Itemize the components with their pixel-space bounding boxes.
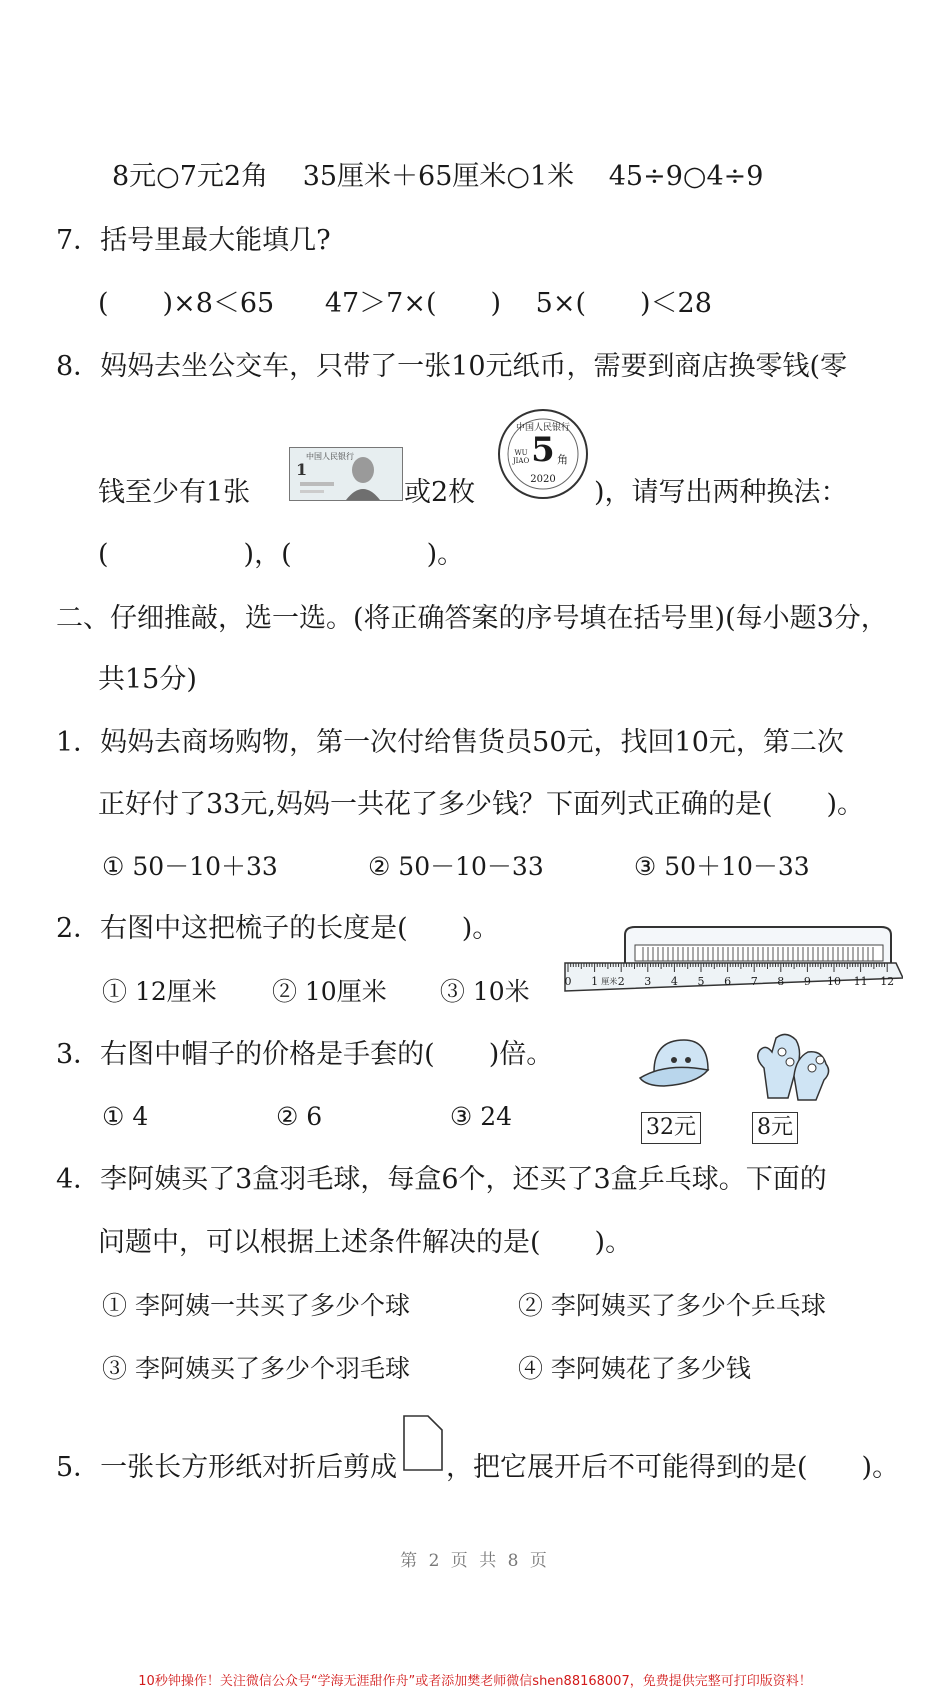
q8-line2c: )，请写出两种换法： <box>594 477 848 508</box>
compare-item: 8元○7元2角 <box>112 161 269 192</box>
q7-item: 5×( )＜28 <box>535 288 712 319</box>
p2-options <box>102 975 530 1009</box>
promo-banner: 10秒钟操作！关注微信公众号“学海无涯甜作舟”或者添加樊老师微信shen88168007，免费提供完整可打印版资料！ <box>138 1674 812 1689</box>
cut-shape-icon <box>400 1414 446 1472</box>
p3-line1: 3．右图中帽子的价格是手套的( )倍。 <box>56 1039 554 1070</box>
compare-row <box>112 160 763 194</box>
option: ① 12厘米 <box>102 977 217 1006</box>
option: ③ 24 <box>449 1102 513 1131</box>
q7-items <box>98 287 712 321</box>
q8-line1: 8．妈妈去坐公交车，只带了一张10元纸币，需要到商店换零钱(零 <box>56 351 848 382</box>
q7-title: 7．括号里最大能填几? <box>56 225 331 256</box>
gloves-image <box>744 1028 836 1106</box>
glove-price: 8元 <box>752 1112 798 1144</box>
option: ③ 50＋10－33 <box>633 852 810 881</box>
section2-line1: 二、仔细推敲，选一选。(将正确答案的序号填在括号里)(每小题3分， <box>56 603 888 634</box>
ruler-tick-label: 1 <box>591 975 599 988</box>
banknote-image <box>289 447 403 501</box>
ruler-tick-label: 2 <box>617 975 625 988</box>
p4-line2: 问题中，可以根据上述条件解决的是( )。 <box>98 1227 633 1258</box>
p4-options-row2 <box>102 1352 751 1386</box>
gloves-icon <box>744 1028 836 1106</box>
option: ② 10厘米 <box>271 977 387 1006</box>
q7-item: ( )×8＜65 <box>98 288 275 319</box>
p3-options <box>102 1100 512 1134</box>
banknote-value: 1 <box>296 460 308 479</box>
q8-line2a: 钱至少有1张 <box>98 477 251 508</box>
p2-line1: 2．右图中这把梳子的长度是( )。 <box>56 913 500 944</box>
option: ② 50－10－33 <box>367 852 544 881</box>
ruler-unit-label: 厘米 <box>601 977 618 986</box>
ruler-tick-label: 8 <box>777 975 785 988</box>
q8-blanks: ( )，( )。 <box>98 539 465 570</box>
ruler-tick-label: 4 <box>670 975 678 988</box>
option: ① 4 <box>102 1102 149 1131</box>
banknote-header: 中国人民银行 <box>306 452 354 461</box>
ruler-tick-label: 0 <box>564 975 572 988</box>
page-footer: 第 2 页 共 8 页 <box>400 1551 550 1571</box>
ruler-labels <box>563 975 903 991</box>
p1-options <box>102 850 810 884</box>
cut-shape-figure <box>400 1414 446 1472</box>
cap-image <box>636 1032 726 1102</box>
coin-ring-text: 中国人民银行 <box>515 423 570 433</box>
option: ③ 10米 <box>439 977 530 1006</box>
portrait-icon <box>290 448 402 500</box>
coin-image <box>497 407 589 501</box>
p1-line1: 1．妈妈去商场购物，第一次付给售货员50元，找回10元，第二次 <box>56 727 844 758</box>
option: ① 50－10＋33 <box>102 852 278 881</box>
compare-item: 45÷9○4÷9 <box>608 161 764 192</box>
ruler-tick-label: 5 <box>697 975 705 988</box>
p1-line2: 正好付了33元,妈妈一共花了多少钱？下面列式正确的是( )。 <box>98 789 865 820</box>
ruler-tick-label: 10 <box>827 975 841 988</box>
p5-line-b: ，把它展开后不可能得到的是( )。 <box>446 1452 900 1483</box>
p4-options-row1 <box>102 1289 826 1323</box>
coin-side: WU JIAO <box>512 449 530 465</box>
compare-item: 35厘米＋65厘米○1米 <box>302 161 575 192</box>
section2-line2: 共15分) <box>98 664 197 695</box>
coin-value: 5 <box>531 430 555 470</box>
ruler-tick-label: 11 <box>853 975 868 988</box>
ruler-tick-label: 9 <box>803 975 811 988</box>
coin-unit: 角 <box>557 453 568 466</box>
option: ③ 李阿姨买了多少个羽毛球 <box>102 1354 410 1383</box>
p5-line-a: 5．一张长方形纸对折后剪成 <box>56 1452 398 1483</box>
p4-line1: 4．李阿姨买了3盒羽毛球，每盒6个，还买了3盒乒乓球。下面的 <box>56 1164 827 1195</box>
option: ② 6 <box>275 1102 323 1131</box>
comb-ruler-figure <box>563 923 903 993</box>
ruler-tick-label: 6 <box>724 975 732 988</box>
ruler-tick-label: 7 <box>750 975 758 988</box>
ruler-tick-label: 12 <box>880 975 895 988</box>
option: ② 李阿姨买了多少个乒乓球 <box>517 1291 826 1320</box>
ruler-tick-label: 3 <box>644 975 652 988</box>
option: ④ 李阿姨花了多少钱 <box>517 1354 751 1383</box>
q8-line2b: 或2枚 <box>404 477 476 508</box>
option: ① 李阿姨一共买了多少个球 <box>102 1291 410 1320</box>
q7-item: 47＞7×( ) <box>324 288 502 319</box>
cap-price: 32元 <box>641 1112 701 1144</box>
coin-year: 2020 <box>530 474 556 485</box>
cap-icon <box>636 1032 726 1102</box>
